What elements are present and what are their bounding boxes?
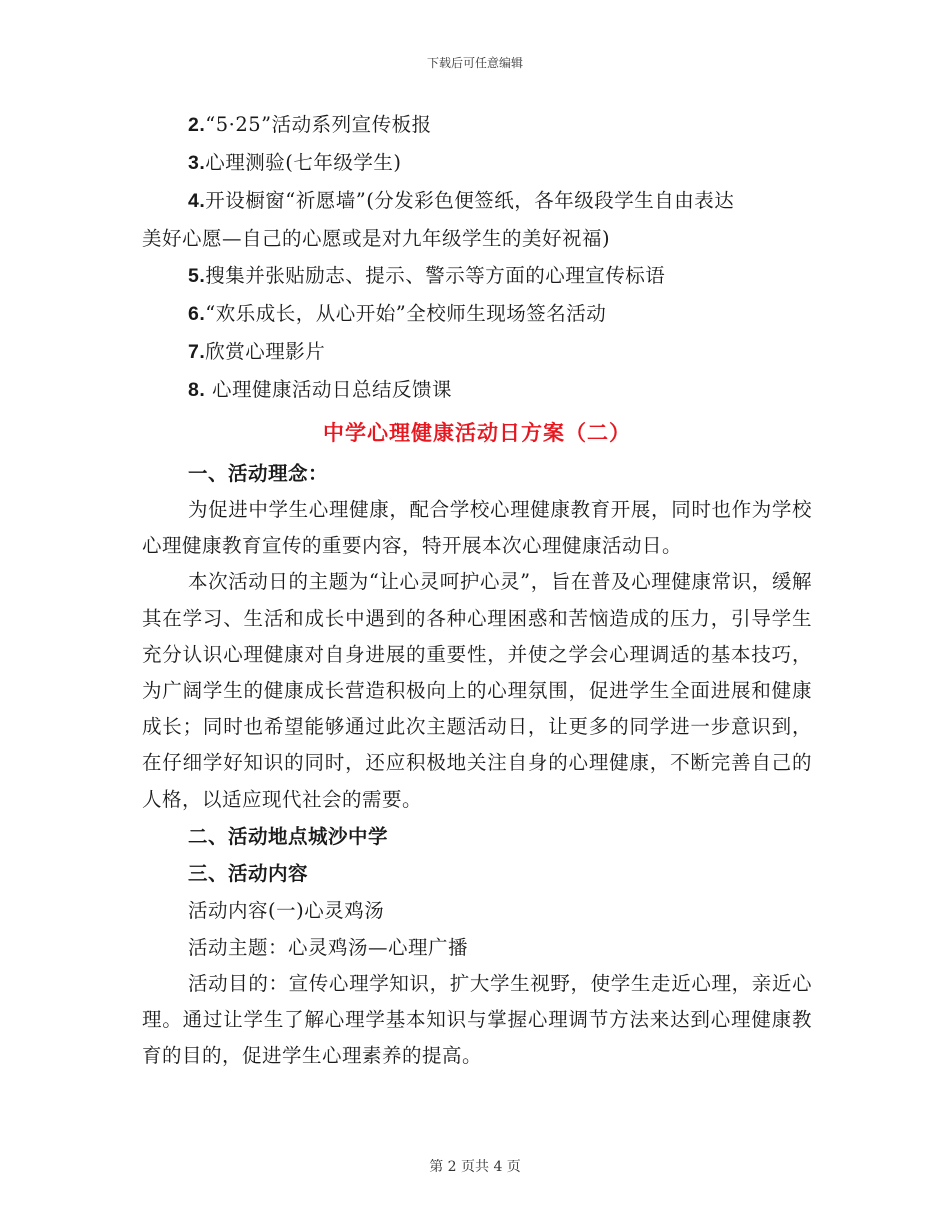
- heading-activity-content: 三、活动内容: [188, 861, 309, 885]
- list-item: [142, 371, 812, 409]
- list-number: 8.: [188, 379, 206, 401]
- list-text: 开设橱窗“祈愿墙”(分发彩色便签纸，各年级段学生自由表达: [205, 189, 735, 212]
- heading-activity-location: 二、活动地点城沙中学: [188, 824, 389, 848]
- activity-content-line: 活动内容(一)心灵鸡汤: [188, 898, 385, 922]
- paragraph-activity-goal: 活动目的：宣传心理学知识，扩大学生视野，使学生走近心理，亲近心理。通过让学生了解心理学基本知识与掌握心理调节方法来达到心理健康教育的目的，促进学生心理素养的提高。: [142, 971, 812, 1068]
- list-number: 2.: [188, 114, 206, 136]
- activity-theme-line: 活动主题：心灵鸡汤—心理广播: [188, 935, 469, 959]
- list-number: 6.: [188, 303, 206, 325]
- list-number: 5.: [188, 265, 206, 287]
- list-number: 4.: [188, 190, 206, 212]
- list-text: 美好心愿—自己的心愿或是对九年级学生的美好祝福): [142, 227, 611, 250]
- list-item: [142, 182, 812, 220]
- paragraph-purpose: 为促进中学生心理健康，配合学校心理健康教育开展，同时也作为学校心理健康教育宣传的重要内容，特开展本次心理健康活动日。: [142, 498, 812, 558]
- section-title: 中学心理健康活动日方案（二）: [323, 420, 631, 445]
- page-header: 下载后可任意编辑: [426, 56, 523, 70]
- list-item-continuation: [142, 220, 812, 257]
- list-number: 7.: [188, 341, 206, 363]
- list-text: 心理测验(七年级学生): [205, 151, 402, 174]
- list-item: [142, 106, 812, 144]
- page-footer: 第 2 页共 4 页: [429, 1159, 521, 1175]
- list-item: [142, 333, 812, 371]
- list-text: 搜集并张贴励志、提示、警示等方面的心理宣传标语: [205, 264, 666, 287]
- heading-activity-concept: 一、活动理念：: [188, 462, 329, 485]
- list-item: [142, 295, 812, 333]
- list-item: [142, 257, 812, 295]
- list-text: “5·25”活动系列宣传板报: [205, 113, 432, 136]
- list-text: 心理健康活动日总结反馈课: [205, 378, 452, 401]
- list-text: “欢乐成长，从心开始”全校师生现场签名活动: [205, 302, 607, 325]
- list-number: 3.: [188, 152, 206, 174]
- document-body: [142, 106, 812, 1074]
- list-item: [142, 144, 812, 182]
- list-text: 欣赏心理影片: [205, 340, 326, 363]
- paragraph-theme: 本次活动日的主题为“让心灵呵护心灵”，旨在普及心理健康常识，缓解其在学习、生活和成长中遇到的各种心理困惑和苦恼造成的压力，引导学生充分认识心理健康对自身进展的重要性，并使之学会心理调适的基本技巧，为广阔学生的健康成长营造积极向上的心理氛围，促进学生全面进展和健康成长；同时也希望能够通过此次主题活动日，让更多的同学进一步意识到，在仔细学好知识的同时，还应积极地关注自身的心理健康，不断完善自己的人格，以适应现代社会的需要。: [142, 570, 812, 811]
